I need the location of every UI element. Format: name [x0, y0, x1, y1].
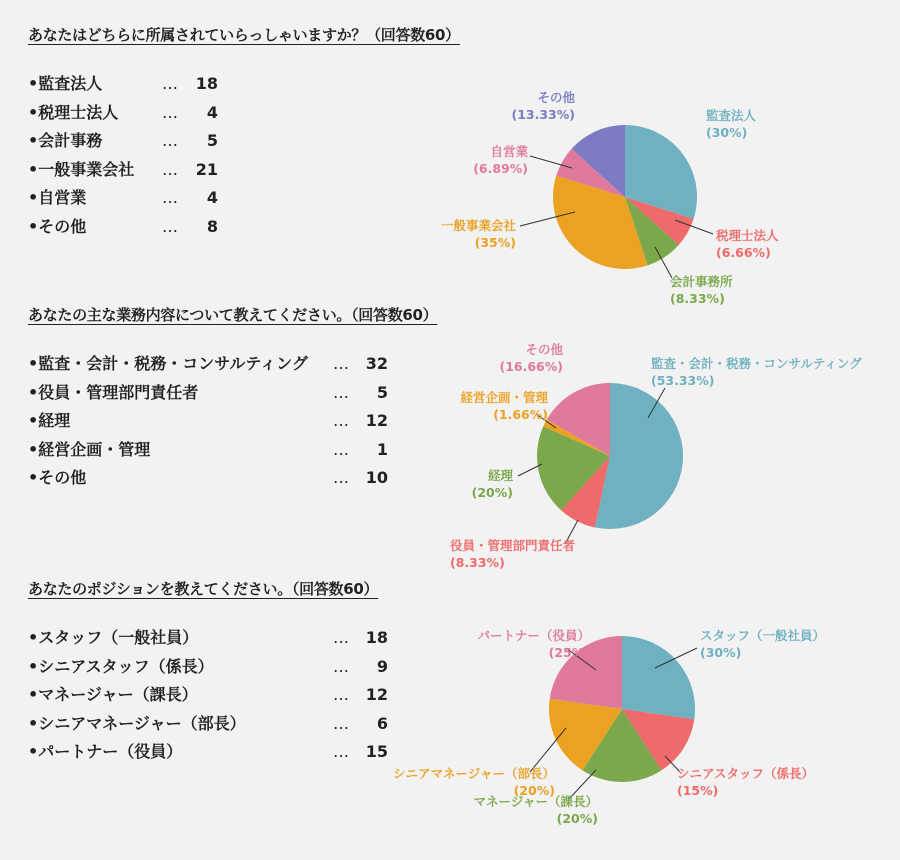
slice-percent-label: (16.66%)	[499, 359, 563, 374]
pie-chart-position	[0, 578, 900, 848]
section-title: あなたの主な業務内容について教えてください。（回答数60）	[28, 306, 438, 324]
slice-label: その他	[525, 342, 563, 357]
list-item-count: 18	[365, 628, 388, 647]
list-item-dots: …	[162, 74, 178, 93]
list-item-label: •一般事業会社	[28, 159, 135, 179]
slice-percent-label: (8.33%)	[670, 291, 725, 306]
list-item-label: •シニアスタッフ（係長）	[28, 656, 214, 676]
slice-percent-label: (53.33%)	[651, 373, 715, 388]
section-title: あなたはどちらに所属されていらっしゃいますか？（回答数60）	[28, 26, 460, 44]
list-item-label: •パートナー（役員）	[28, 742, 183, 761]
list-item-dots: …	[333, 685, 349, 704]
list-item-count: 18	[195, 74, 218, 93]
list-item-dots: …	[333, 354, 349, 373]
list-item-count: 32	[365, 354, 388, 373]
section-job-content	[0, 304, 900, 574]
list-item-label: •自営業	[28, 188, 87, 207]
section-affiliation	[0, 24, 900, 306]
slice-label: 役員・管理部門責任者	[450, 538, 576, 553]
slice-percent-label: (1.66%)	[493, 407, 548, 422]
list-item-count: 6	[376, 713, 388, 733]
list-item-label: •マネージャー（課長）	[28, 685, 198, 704]
list-item-count: 12	[365, 685, 388, 704]
slice-percent-label: (20%)	[556, 811, 598, 826]
list-item-label: •監査法人	[28, 74, 103, 93]
slice-label: シニアスタッフ（係長）	[677, 766, 815, 781]
slice-label: パートナー（役員）	[477, 628, 590, 643]
slice-percent-label: (30%)	[700, 645, 742, 660]
list-item-dots: …	[162, 102, 178, 122]
list-item-dots: …	[333, 628, 349, 647]
list-item-label: •その他	[28, 216, 87, 236]
list-item-label: •役員・管理部門責任者	[28, 382, 199, 402]
list-item-dots: …	[333, 742, 349, 761]
list-item-label: •経理	[28, 411, 71, 430]
section-title: あなたのポジションを教えてください。（回答数60）	[28, 580, 379, 598]
list-item-label: •その他	[28, 468, 87, 487]
slice-label: 会計事務所	[670, 274, 733, 289]
list-item-count: 21	[195, 159, 218, 179]
slice-label: 監査・会計・税務・コンサルティング	[651, 356, 862, 371]
list-item-dots: …	[162, 188, 178, 207]
slice-label: シニアマネージャー（部長）	[392, 766, 555, 781]
list-item-count: 12	[365, 411, 388, 430]
list-item-dots: …	[333, 411, 349, 430]
list-item-count: 5	[376, 382, 388, 402]
list-item-dots: …	[162, 159, 178, 179]
list-item-count: 10	[365, 468, 388, 487]
slice-percent-label: (30%)	[706, 125, 748, 140]
list-item-count: 9	[376, 656, 388, 676]
slice-percent-label: (6.66%)	[716, 245, 771, 260]
slice-label: 一般事業会社	[440, 218, 516, 233]
list-item-count: 1	[376, 439, 388, 459]
list-item-dots: …	[162, 131, 178, 150]
list-item-count: 8	[206, 216, 218, 236]
list-item-label: •スタッフ（一般社員）	[28, 628, 199, 647]
slice-percent-label: (8.33%)	[450, 555, 505, 570]
slice-percent-label: (25%)	[548, 645, 590, 660]
pie-chart-job-content	[0, 304, 900, 574]
slice-label: マネージャー（課長）	[473, 794, 598, 809]
slice-percent-label: (6.89%)	[473, 161, 528, 176]
list-item-label: •会計事務	[28, 131, 103, 150]
slice-percent-label: (20%)	[513, 783, 555, 798]
list-item-count: 4	[206, 188, 218, 207]
slice-label: 税理士法人	[716, 228, 779, 243]
slice-label: スタッフ（一般社員）	[700, 628, 826, 643]
list-item-dots: …	[333, 382, 349, 402]
list-item-dots: …	[333, 656, 349, 676]
pie-chart-affiliation	[0, 24, 900, 306]
pie-slice	[622, 636, 695, 719]
list-item-label: •税理士法人	[28, 102, 119, 122]
slice-percent-label: (13.33%)	[511, 107, 575, 122]
slice-percent-label: (15%)	[677, 783, 719, 798]
list-item-count: 4	[206, 102, 218, 122]
list-item-dots: …	[162, 216, 178, 236]
list-item-count: 15	[365, 742, 388, 761]
slice-label: その他	[537, 90, 575, 105]
list-item-label: •経営企画・管理	[28, 439, 151, 459]
list-item-dots: …	[333, 713, 349, 733]
slice-label: 自営業	[490, 144, 528, 159]
list-item-dots: …	[333, 468, 349, 487]
list-item-label: •シニアマネージャー（部長）	[28, 713, 246, 733]
list-item-label: •監査・会計・税務・コンサルティング	[28, 354, 308, 373]
slice-label: 監査法人	[706, 108, 757, 123]
slice-label: 経営企画・管理	[460, 390, 548, 405]
list-item-count: 5	[206, 131, 218, 150]
list-item-dots: …	[333, 439, 349, 459]
slice-percent-label: (35%)	[474, 235, 516, 250]
section-position	[0, 578, 900, 848]
slice-label: 経理	[487, 468, 513, 483]
slice-percent-label: (20%)	[471, 485, 513, 500]
